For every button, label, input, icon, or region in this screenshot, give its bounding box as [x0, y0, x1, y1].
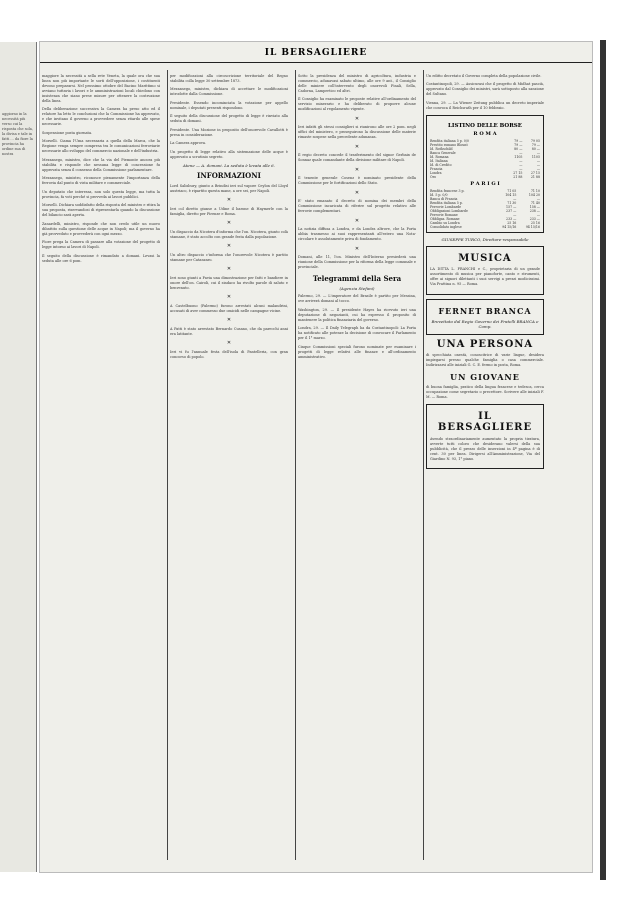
market-row-value: — [519, 162, 523, 167]
market-row-value: 71 05 [507, 188, 517, 193]
market-row-value: — [536, 158, 540, 163]
article-paragraph: Della deliberazione successiva la Camera ha preso atto ed il relatore ha letto le conclusioni che la Commissione ha approvato, e che invitano il governo a provvedere senza ritardo alle spese necessarie. [42, 107, 160, 126]
market-row-value: — [536, 212, 540, 217]
masthead-title: IL BERSAGLIERE [264, 48, 368, 58]
separator-icon: ✕ [226, 243, 232, 249]
article-paragraph: Mezzanego, ministro, dichiara di accettare le modificazioni introdotte dalla Commissione. [170, 87, 288, 96]
masthead-rule [40, 62, 592, 63]
market-row-label: Prestito romano Blount [430, 142, 468, 147]
market-row-value: 158 — [529, 204, 540, 209]
market-row-label: Id. Italiana [430, 158, 448, 163]
article-paragraph: Il tenente generale Cosenz è nominato presidente della Commissione per le fortificazioni dello Stato. [298, 176, 416, 185]
market-row-label: Id. di Credito [430, 162, 452, 167]
article-paragraph: maggiore la necessità a sella rete Veneta, la quale ora che sua linea non più importante le sorti dell'opposizione, i costituenti devono prepararsi. Nel prossimo ottobre del Bacino Marittimo si avviano tuttavia i lavori e le amministrazioni locali chiedono con insistenza che siano prese misure per ottenere la costruzione della linea. [42, 73, 160, 103]
article-paragraph: Vienna, 29. — La Wiener Zeitung pubblica un decreto imperiale che convoca il Reichsrath per il 10 febbraio. [426, 100, 544, 110]
market-row-label: Obbligaz. Romane [430, 216, 460, 221]
article-paragraph: La Camera approva. [170, 141, 207, 145]
ad-giovane [426, 372, 544, 401]
article-paragraph: Un editto decretato il Governo completa della popolazione civile. [426, 73, 542, 78]
market-row-value: 71 10 [530, 188, 540, 193]
market-row-value: 233 — [529, 216, 540, 221]
column-rule [295, 70, 296, 860]
market-row-label: Id. Rothschild [430, 146, 453, 151]
market-row-label: Ferrovie Romane [430, 212, 458, 217]
market-row-value: — [513, 196, 517, 201]
market-row-value: 104 20 [528, 192, 540, 197]
article-paragraph: Mezzanego, ministro, dice che la via del Piemonte ancora più stabilita e risponde che nessuna legge di concessione fu approvata senza il consenso della Commissione parlamentare. [42, 157, 160, 172]
market-row-value: 79 05 [530, 138, 540, 143]
market-row-label: Rendita francese 3 p. [430, 188, 465, 193]
market-row-label: Banca Generale [430, 150, 456, 155]
stock-listing-heading: LISTINO DELLE BORSE [448, 122, 522, 129]
article-paragraph: Morselli. Dichiara soddisfatto della risposta del ministro e ritira la sua proposta, riservandosi di ripresentarla quando la discussione del bilancio sarà aperta. [42, 203, 160, 217]
separator-icon: ✕ [354, 189, 360, 196]
market-row-value: 157 — [506, 204, 517, 209]
news-item: A Castelbuono (Palermo) furono arrestati alcuni malandrini, accusati di aver commesso due omicidi nelle campagne vicine. [170, 303, 288, 313]
separator-icon: ✕ [226, 340, 232, 346]
masthead [40, 44, 592, 66]
news-item: A Patti è stato arrestato Bernardo Cusano, che da parecchi anni era latitante. [170, 326, 288, 336]
separator-icon: ✕ [226, 317, 232, 323]
market-row-label: Oro [430, 174, 437, 179]
article-paragraph: Zanardelli, ministro, risponde che non credo utile un nuovo dibattito sulla questione delle acque in Napoli; ma il governo ha già provveduto e provvederà con ogni mezzo. [42, 221, 160, 236]
market-row-value: 238 — [529, 208, 540, 213]
market-row-value: 80 — [514, 146, 523, 151]
article-paragraph: Fiore prega la Camera di passare alla votazione del progetto di legge intorno ai lavori di Napoli. [42, 240, 160, 249]
separator-icon: ✕ [354, 143, 360, 150]
column-4 [426, 70, 544, 850]
market-row-value: — [536, 150, 540, 155]
market-row-value: 21 88 [513, 174, 523, 179]
news-item: Lord Salisbury, giunto a Brindisi ieri sul vapore Ceylon del Lloyd austriaco, è ripartito questa mane, a ore sei, per Napoli. [170, 183, 288, 193]
news-item: Ieri sono giunti a Pavia una dimostrazione per fatti e bandiere in onore dell'on. Cairoli, cui il sindaco ha rivolto parole di saluto e benvenuto. [170, 275, 288, 290]
article-paragraph: Domani, alle 11, l'on. Ministro dell'Interno presiederà una riunione della Commissione per la riforma della legge comunale e provinciale. [298, 255, 416, 269]
market-row-value: 1105 [514, 154, 523, 159]
section-heading-telegrammi: Telegrammi della Sera [312, 273, 402, 283]
ad-musica-text: LA DITTA L. FRANCHI e C., proprietaria di un grande assortimento di musica per pianoforte, canto e strumenti, offre ai signori dilettanti i suoi servigi a prezzi modicissimi. Via Frattina n. 95 — Roma. [430, 267, 540, 286]
separator-icon: ✕ [226, 294, 232, 300]
article-paragraph: Il seguito della discussione è rimandato a domani. Levasi la seduta alle ore 6 pom. [42, 253, 160, 263]
market-row-value: — [536, 162, 540, 167]
market-row-value: 1105 [531, 154, 540, 159]
ad-persona-heading: UNA PERSONA [436, 338, 534, 350]
market-row-label: Id. Romana [430, 154, 449, 159]
market-row-value: 80 — [531, 146, 540, 151]
stock-listing [426, 115, 544, 233]
separator-icon: ✕ [354, 217, 360, 224]
binding-edge [600, 40, 606, 880]
session-note: Atene — A. domani. La seduta è levata alle 6. [183, 163, 275, 168]
market-row-label: Obbligazioni Lombarde [430, 208, 468, 213]
column-1 [42, 70, 160, 850]
market-row-value: — [519, 166, 523, 171]
separator-icon: ✕ [354, 245, 360, 252]
market-row-value: 27 15 [530, 170, 540, 175]
column-rule [423, 70, 424, 860]
market-row-value: — [536, 196, 540, 201]
column-rule [167, 70, 168, 860]
ad-bersagliere-heading: IL BERSAGLIERE [437, 411, 533, 433]
market-row [430, 225, 540, 229]
market-row-value: — [536, 166, 540, 171]
previous-page-strip [0, 42, 37, 872]
news-item: Un dispaccio da Nicotera d'informa che l'on. Nicotera, giunto colà stamane, è stato accolto con grande festa dalla popolazione. [170, 229, 288, 239]
article-paragraph: Mezzanego, ministro, riconosce pienamente l'importanza della ferrovia dal punto di vista militare e commerciale. [42, 176, 160, 185]
market-parigi-label: P A R I G I [470, 180, 500, 187]
market-row-label: Banca di Francia [430, 196, 458, 201]
market-row [430, 175, 540, 179]
market-row-label: Londra [430, 170, 442, 175]
ad-giovane-heading: UN GIOVANE [450, 371, 520, 382]
article-paragraph: per modificazioni alla circoscrizione territoriale del Regno stabilita colla legge 30 settembre 1873. [170, 73, 288, 83]
article-paragraph: E' stato emanato il decreto di nomina dei membri della Commissione incaricata di riferire sul progetto relativo alle ferrovie complementari. [298, 199, 416, 213]
article-paragraph: Morselli. Ciama l'Uma necessaria a quella della Marca, che la Regione venga sempre compresa tra le comunicazioni ferroviarie necessarie allo sviluppo del commercio nazionale e dell'industria. [42, 139, 160, 153]
market-row-value: 71 30 [507, 200, 517, 205]
market-row-label: Cambio su Londra [430, 220, 460, 225]
market-row-value: 237 — [506, 208, 517, 213]
gerente-line: GIUSEPPE TURCO, Direttore-responsabile [441, 236, 529, 242]
market-row-label: Rendita italiana 5 p. 0/0 [430, 138, 469, 143]
ad-fernet-heading: FERNET BRANCA [438, 305, 532, 316]
telegram-item: Palermo, 29. — L'imperatore del Brasile è partito per Messina, ove arriverà domani al tocco. [298, 294, 416, 303]
telegram-item: Cinque Commissioni speciali furono nominate per esaminare i progetti di legge relativi alle finanze e all'ordinamento amministrativo. [298, 344, 416, 359]
market-row-label: Id. 5 p. 0/0 [430, 192, 448, 197]
ad-musica [426, 246, 544, 295]
market-row-value: 104 15 [505, 192, 517, 197]
telegram-item: Washington, 29. — Il presidente Hayes ha ricevuto ieri una deputazione di negozianti, cui ha espresso il proposito di mantenere la politica finanziaria del governo. [298, 307, 416, 322]
market-row-value: 25 16 [530, 220, 540, 225]
market-row-label: Rendita italiana 5 p. [430, 200, 463, 205]
telegrams-source: (Agenzia Stefani) [339, 285, 375, 291]
article-paragraph: Presidente. Essendo incominciata la votazione per appello nominale, i deputati presenti rispondono. [170, 100, 288, 110]
market-roma-label: R O M A [473, 130, 497, 137]
market-row-value: 25 16 [507, 220, 517, 225]
separator-icon: ✕ [226, 220, 232, 226]
ad-giovane-text: di buona famiglia, pratico della lingua francese e tedesca, cerca occupazione come segretario o precettore. Scrivere alle iniziali F. M. — Roma. [426, 385, 544, 399]
previous-page-text: aggiorno in la necessità più verso cui la risposta che sola, la divisa e tale in fatti ... da fiore la provincia ha ordine sua di nostra [2, 112, 33, 156]
separator-icon: ✕ [354, 115, 360, 122]
market-table-roma [430, 139, 540, 179]
article-paragraph: Sospensione posta giornata. [42, 130, 93, 135]
article-paragraph: Un progetto di legge relativo alla sistemazione delle acque è approvato a scrutinio segreto. [170, 149, 288, 159]
article-paragraph: Il Consiglio ha esaminato le proposte relative all'ordinamento del servizio minerario e ha deliberato di proporre alcune modificazioni al regolamento vigente. [298, 97, 416, 111]
article-paragraph: Presidente. Una Mozione in proposito dell'onorevole Cavallotti è presa in considerazione. [170, 127, 288, 137]
article-paragraph: Sotto la presidenza del ministro di agricoltura, industria e commercio, adunavasi sabato ultimo, alle ore 9 ant., il Consiglio delle miniere coll'intervento degli onorevoli Finali, Sella, Cadorna, Lampertico ed altri. [298, 73, 416, 93]
market-row-value: 27 15 [513, 170, 523, 175]
market-row-value: — [519, 150, 523, 155]
ad-persona [426, 339, 544, 369]
column-2 [170, 70, 288, 850]
article-paragraph: Il regio decreto concede il trasferimento del signor Gerbaix de Sonnaz quale comandante della divisione militare di Napoli. [298, 153, 416, 162]
market-row-value: 71 40 [530, 200, 540, 205]
market-row-value: 79 — [514, 138, 523, 143]
market-row-value: 94 15/16 [525, 224, 540, 229]
market-row-label: Ferrovie Lombarde [430, 204, 462, 209]
section-heading-informazioni: INFORMAZIONI [197, 171, 261, 180]
article-paragraph: La notizia diffusa a Londra, e da Londra altrove, che la Porta abbia trasmesso ai suoi rappresentanti all'estero una Nota-circolare è assolutamente priva di fondamento. [298, 227, 416, 241]
market-row-value: 79 — [531, 142, 540, 147]
market-row-value: — [513, 212, 517, 217]
ad-fernet [426, 299, 544, 335]
article-paragraph: Un deputato che interessa, non solo questa legge, ma tutta la provincia, fa voti perché si provveda ai lavori pubblici. [42, 189, 160, 199]
ad-fernet-sub: Brevettato dal Regio Governo dei Fratelli BRANCA e Comp. [431, 318, 539, 329]
article-paragraph: Ieri infatti gli stessi consiglieri si riunirono alle ore 2 pom. negli uffici del ministero, e proseguirono la discussione delle materie rimaste sospese nella precedente adunanza. [298, 125, 416, 139]
market-row-value: 79 — [514, 142, 523, 147]
market-table-parigi [430, 189, 540, 229]
market-row-value: 21 88 [530, 174, 540, 179]
news-item: Ieri col diretto giunse a Udine il barone di Haymerle con la famiglia, diretto per Firenze e Roma. [170, 206, 288, 216]
market-row-value: 94 15/16 [502, 224, 517, 229]
news-item: Ieri vi fu l'annuale festa dell'isola di Pantelleria, con gran concorso di popolo. [170, 349, 288, 359]
market-row-value: 233 — [506, 216, 517, 221]
market-row-value: — [519, 158, 523, 163]
ad-musica-heading: MUSICA [458, 252, 512, 264]
ad-bersagliere-text: Avendo straordinariamente aumentato la propria tiratura, avverte tutti coloro che desiderano valersi della sua pubblicità, che il prezzo delle inserzioni in 4ª pagina è di cent. 30 per linea. Dirigersi all'Amministrazione, Via del Giardino N. 93, 1° piano. [430, 436, 540, 461]
separator-icon: ✕ [226, 266, 232, 272]
article-paragraph: Il seguito della discussione del progetto di legge è rinviato alla seduta di domani. [170, 114, 288, 123]
article-paragraph: Costantinopoli, 29. — Assicurasi che il progetto di Midhat pascià, approvato dal Consiglio dei ministri, sarà sottoposto alla sanzione del Sultano. [426, 82, 544, 96]
ad-bersagliere [426, 404, 544, 469]
telegram-item: Londra, 29. — Il Daily Telegraph ha da Costantinopoli: La Porta ha notificato alle potenze la decisione di convocare il Parlamento per il 1° marzo. [298, 326, 416, 340]
page-edge [596, 30, 637, 890]
column-3 [298, 70, 416, 850]
separator-icon: ✕ [354, 166, 360, 173]
ad-persona-text: di specchiata onestà, conoscitrice di varie lingue, desidera impiegarsi presso qualche famiglia o casa commerciale. Indirizzarsi alle iniziali G. C. E. fermo in posta, Roma. [426, 353, 544, 367]
separator-icon: ✕ [226, 197, 232, 203]
news-item: Un altro dispaccio c'informa che l'onorevole Nicotera è partito stamane per Catanzaro. [170, 252, 288, 262]
market-row-label: Francia [430, 166, 443, 171]
market-row-label: Consolidato inglese [430, 224, 462, 229]
